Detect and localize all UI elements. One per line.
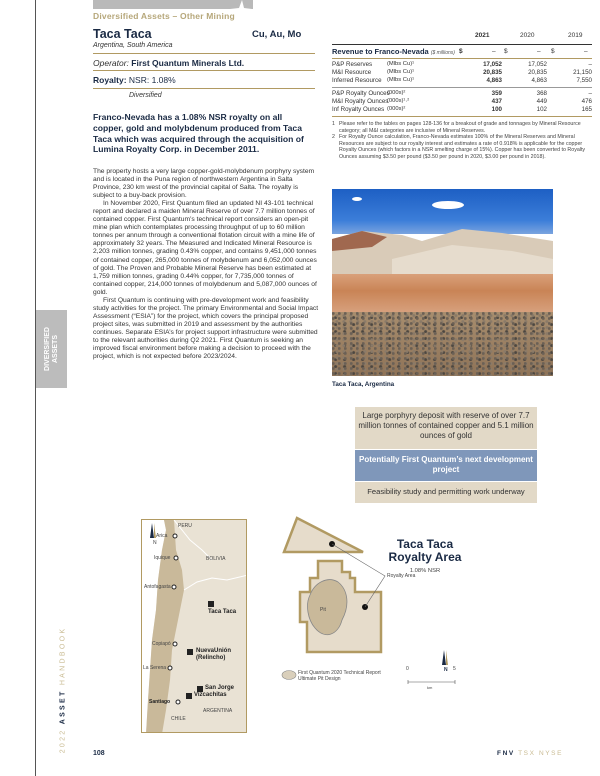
cell-2021: 437 (491, 98, 502, 105)
photo-cloud (432, 201, 464, 209)
pit-label: Pit (320, 607, 326, 613)
map-project-label: NuevaUnión (Relincho) (196, 648, 232, 661)
footnote (332, 134, 587, 160)
revenue-currency: $ (504, 48, 508, 55)
north-arrow-label: N (444, 667, 448, 673)
ticker-strong: FNV (497, 750, 515, 757)
row-label: P&P Royalty Ounces (332, 90, 390, 97)
map-city-label: La Serena (143, 665, 167, 671)
operator-value: First Quantum Minerals Ltd. (131, 58, 245, 68)
year-header: 2019 (568, 32, 583, 39)
cell-2019: 476 (581, 98, 592, 105)
highlight-box: Feasibility study and permitting work underway (355, 482, 537, 503)
row-label: Inferred Resource (332, 77, 382, 84)
photo-mountains (332, 219, 553, 279)
row-unit: (000s)² (387, 106, 406, 112)
highlight-box: Large porphyry deposit with reserve of over 7.7 million tonnes of contained copper and 5.1 million ounces of gold (355, 407, 537, 449)
map-city-label: Santiago (149, 699, 171, 705)
cell-2020: 449 (536, 98, 547, 105)
table-bottom-rule (332, 116, 592, 117)
footnote-text: Please refer to the tables on pages 128-136 for a breakout of grade and tonnages by Mineral Resource category; all M&I categories are inclusive of Mineral Reserves. (338, 121, 581, 134)
map-country-label: ARGENTINA (203, 708, 233, 714)
scale-start: 0 (406, 666, 409, 672)
photo-caption: Taca Taca, Argentina (332, 381, 395, 388)
map-country-label: BOLIVIA (206, 556, 226, 562)
handbook-strong: ASSET (59, 689, 67, 725)
revenue-value: – (537, 48, 541, 55)
row-label: Inf Royalty Ounces (332, 106, 385, 113)
map-project-label: Vizcachitas (194, 692, 227, 698)
footnote (332, 121, 587, 134)
body-text (93, 168, 320, 361)
revenue-value: – (584, 48, 588, 55)
map-city-label: Copiapó (152, 641, 171, 647)
row-label: P&P Reserves (332, 61, 373, 68)
table-top-rule (332, 44, 592, 45)
lead-paragraph: Franco-Nevada has a 1.08% NSR royalty on all copper, gold and molybdenum produced from Taca Taca which was acquired through the acquisition of Lumina Royalty Corp. in December 2011. (93, 112, 304, 155)
cell-2020: 368 (536, 90, 547, 97)
operator-row (93, 58, 244, 68)
row-label: M&I Royalty Ounces (332, 98, 389, 105)
cell-2019: 165 (581, 106, 592, 113)
revenue-value: – (492, 48, 496, 55)
table-row (332, 98, 592, 106)
north-arrow-label: N (153, 540, 157, 546)
table-rule (332, 58, 592, 59)
handbook-rest: HANDBOOK (59, 626, 67, 686)
row-unit: (Mlbs Cu)¹ (387, 69, 415, 75)
category-tag: Diversified (129, 92, 162, 99)
revenue-currency: $ (459, 48, 463, 55)
row-unit: (Mlbs Cu)¹ (387, 61, 415, 67)
cell-2019: – (588, 90, 592, 97)
page-margin-rule (35, 0, 36, 776)
map-legend: First Quantum 2020 Technical Report Ultimate Pit Design (298, 670, 381, 682)
cell-2020: 102 (536, 106, 547, 113)
operator-label: Operator: (93, 58, 129, 68)
royalty-map-title (385, 538, 465, 564)
divider (93, 88, 315, 89)
photo-gravel (332, 312, 553, 376)
map-city-label: Antofagasta (144, 584, 171, 590)
revenue-label (332, 47, 455, 56)
royalty-map-subtitle: 1.08% NSR (409, 568, 441, 574)
map-city-label: Iquique (154, 555, 171, 561)
ticker-exchanges: TSX NYSE (518, 750, 564, 757)
table-row (332, 77, 592, 85)
body-paragraph: First Quantum is continuing with pre-development work and feasibility study activities for the project. The primary Environmental and Social Impact Assessment (“ESIA”) for the project, which covers the principal proposed project sites, was submitted in 2019 and assessment by the authorities continues. Separate ESIA’s for project support infrastructure were submitted to the relevant authorities during Q2 2021. First Quantum is seeking an improved fiscal environment before making a decision to proceed with the project, which is not expected before 2023/2024. (93, 296, 319, 361)
divider (93, 53, 315, 54)
year-header: 2020 (520, 32, 535, 39)
table-rule (332, 87, 592, 88)
handbook-vertical-label (60, 627, 67, 754)
cell-2020: 4,863 (531, 77, 547, 84)
map-project-label: Taca Taca (208, 609, 237, 615)
ticker-label (497, 750, 563, 757)
side-tab-line: ASSETS (52, 334, 59, 364)
royalty-value: NSR: 1.08% (128, 75, 176, 85)
cell-2019: 21,150 (573, 69, 592, 76)
row-unit: (000s)² (387, 90, 406, 96)
site-photo (332, 189, 553, 376)
cell-2019: – (588, 61, 592, 68)
royalty-label: Royalty: (93, 75, 127, 85)
row-unit: (000s)¹˒² (387, 98, 410, 104)
cell-2021: 100 (491, 106, 502, 113)
revenue-label-text: Revenue to Franco-Nevada (332, 47, 429, 56)
row-label: M&I Resource (332, 69, 372, 76)
asset-title: Taca Taca (93, 27, 152, 41)
map-city-label: Arica (156, 533, 168, 539)
table-row (332, 90, 592, 98)
revenue-currency: $ (551, 48, 555, 55)
revenue-unit: ($ millions) (430, 50, 455, 56)
photo-sand (332, 274, 553, 316)
page-number: 108 (93, 750, 105, 757)
table-row (332, 61, 592, 69)
asset-metals: Cu, Au, Mo (252, 29, 302, 40)
cell-2020: 17,052 (528, 61, 547, 68)
footnotes (332, 121, 587, 161)
royalty-area-label: Royalty Area (387, 573, 416, 579)
year-header: 2021 (475, 32, 490, 39)
asset-location: Argentina, South America (93, 42, 173, 49)
map-country-label: PERU (178, 523, 192, 529)
cell-2020: 20,835 (528, 69, 547, 76)
section-side-tab-label (44, 327, 60, 371)
divider (93, 70, 315, 71)
section-kicker: Diversified Assets – Other Mining (93, 11, 235, 21)
footnote-text: For Royalty Ounce calculation, Franco-Nevada estimates 100% of the Mineral Reserves and Mineral Resources are subject to our royalty interest and estimates a rate of 0.918% is applicable for the copper Royalty Ounces (which factors in a NSR smelting charge of 15%). Copper has been converted to Royalty Ounces assuming $3.50 per pound ($3.50 per pound in 2020, $3.00 per pound in 2018). (338, 134, 586, 160)
photo-cloud (352, 197, 362, 201)
row-unit: (Mlbs Cu)¹ (387, 77, 415, 83)
side-tab-line: DIVERSIFIED (44, 327, 51, 371)
cell-2021: 4,863 (486, 77, 502, 84)
royalty-row (93, 75, 176, 85)
scale-unit: km (427, 685, 433, 690)
body-paragraph: The property hosts a very large copper-gold-molybdenum porphyry system and is located in the Puna region of northwestern Argentina in Salta Province, 230 km west of the provincial capital of Salta. The royalty is subject to a buy-back provision. (93, 168, 315, 200)
footnote-number: 2 (332, 134, 335, 141)
cell-2021: 359 (491, 90, 502, 97)
table-row (332, 106, 592, 114)
footnote-number: 1 (332, 121, 335, 127)
cell-2021: 17,052 (483, 61, 502, 68)
body-paragraph: In November 2020, First Quantum filed an updated NI 43-101 technical report and declared a maiden Mineral Reserve of over 7.7 million tonnes of contained copper. First Quantum’s technical report considers an open-pit mine plan which contemplates processing throughput of up to 60 million tonnes per annum through a conventional flotation circuit with a mine life of approximately 32 years. The Measured and Indicated Mineral Resource is 2,203 million tonnes, grading 0.43% copper, and contains 9,451,000 tonnes of contained copper, 265,000 tonnes of molybdenum and 6,052,000 ounces of gold. The Proven and Probable Mineral Reserve has been estimated at 1,759 million tonnes, grading 0.44% copper, for 7,735,000 tonnes of contained copper, 214,000 tonnes of molybdenum and 5,087,000 ounces of gold. (93, 200, 317, 296)
cell-2019: 7,550 (576, 77, 592, 84)
map-title-line: Royalty Area (388, 550, 462, 564)
map-country-label: CHILE (171, 716, 186, 722)
cell-2021: 20,835 (483, 69, 502, 76)
handbook-year: 2022 (59, 728, 67, 754)
highlight-box: Potentially First Quantum’s next development project (355, 450, 537, 481)
regional-map (141, 519, 247, 733)
map-title-line: Taca Taca (396, 537, 454, 551)
table-row (332, 69, 592, 77)
map-project-label: San Jorge (205, 685, 235, 691)
scale-end: 5 (453, 666, 456, 672)
